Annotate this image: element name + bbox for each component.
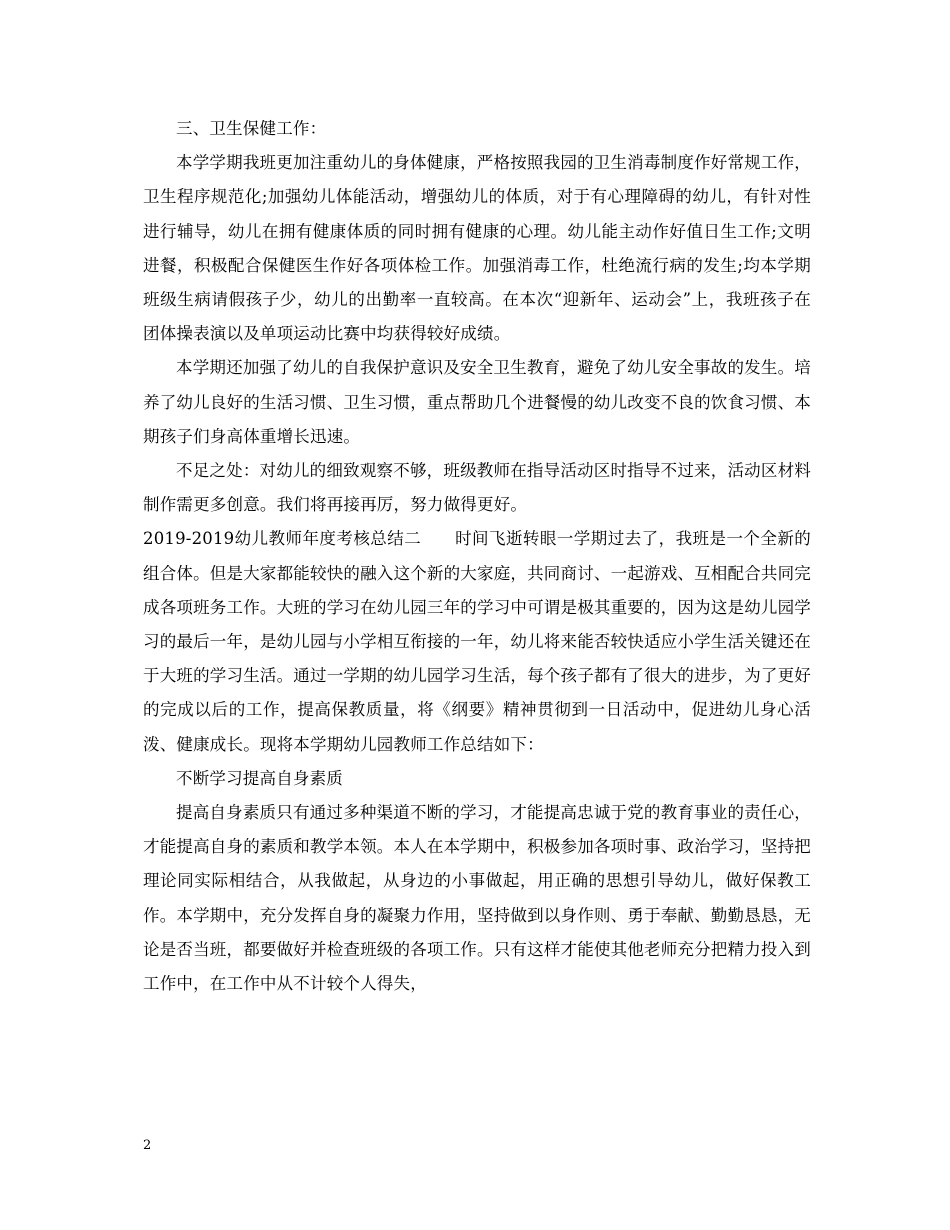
section-heading-hygiene: 三、卫生保健工作： xyxy=(176,119,327,138)
section-heading-self-improvement: 不断学习提高自身素质 xyxy=(176,768,343,788)
paragraph-shortcomings: 不足之处：对幼儿的细致观察不够，班级教师在指导活动区时指导不过来，活动区材料制作需更多创意。我们将再接再厉，努力做得更好。 xyxy=(143,461,811,515)
paragraph-summary-two-intro: 2019-2019幼儿教师年度考核总结二 时间飞逝转眼一学期过去了，我班是一个全新的组合体。但是大家都能较快的融入这个新的大家庭，共同商讨、一起游戏、互相配合共同完成各项班务工作。大班的学习在幼儿园三年的学习中可谓是极其重要的，因为这是幼儿园学习的最后一年，是幼儿园与小学相互衔接的一年，幼儿将来能否较快适应小学生活关键还在于大班的学习生活。通过一学期的幼儿园学习生活，每个孩子都有了很大的进步，为了更好的完成以后的工作，提高保教质量，将《纲要》精神贯彻到一日活动中，促进幼儿身心活泼、健康成长。现将本学期幼儿园教师工作总结如下： xyxy=(143,529,811,754)
page-number: 2 xyxy=(143,1138,152,1153)
paragraph-health-work: 本学学期我班更加注重幼儿的身体健康，严格按照我园的卫生消毒制度作好常规工作，卫生程序规范化;加强幼儿体能活动，增强幼儿的体质，对于有心理障碍的幼儿，有针对性进行辅导，幼儿在拥有健康体质的同时拥有健康的心理。幼儿能主动作好值日生工作;文明进餐，积极配合保健医生作好各项体检工作。加强消毒工作，杜绝流行病的发生;均本学期班级生病请假孩子少，幼儿的出勤率一直较高。在本次“迎新年、运动会”上，我班孩子在团体操表演以及单项运动比赛中均获得较好成绩。 xyxy=(143,153,811,344)
document-body xyxy=(143,112,811,1001)
paragraph-self-improvement: 提高自身素质只有通过多种渠道不断的学习，才能提高忠诚于党的教育事业的责任心，才能提高自身的素质和教学本领。本人在本学期中，积极参加各项时事、政治学习，坚持把理论同实际相结合，从我做起，从身边的小事做起，用正确的思想引导幼儿，做好保教工作。本学期中，充分发挥自身的凝聚力作用，坚持做到以身作则、勇于奉献、勤勤恳恳，无论是否当班，都要做好并检查班级的各项工作。只有这样才能使其他老师充分把精力投入到工作中，在工作中从不计较个人得失， xyxy=(143,803,811,994)
paragraph-safety-education: 本学期还加强了幼儿的自我保护意识及安全卫生教育，避免了幼儿安全事故的发生。培养了幼儿良好的生活习惯、卫生习惯，重点帮助几个进餐慢的幼儿改变不良的饮食习惯、本期孩子们身高体重增长迅速。 xyxy=(143,358,811,446)
